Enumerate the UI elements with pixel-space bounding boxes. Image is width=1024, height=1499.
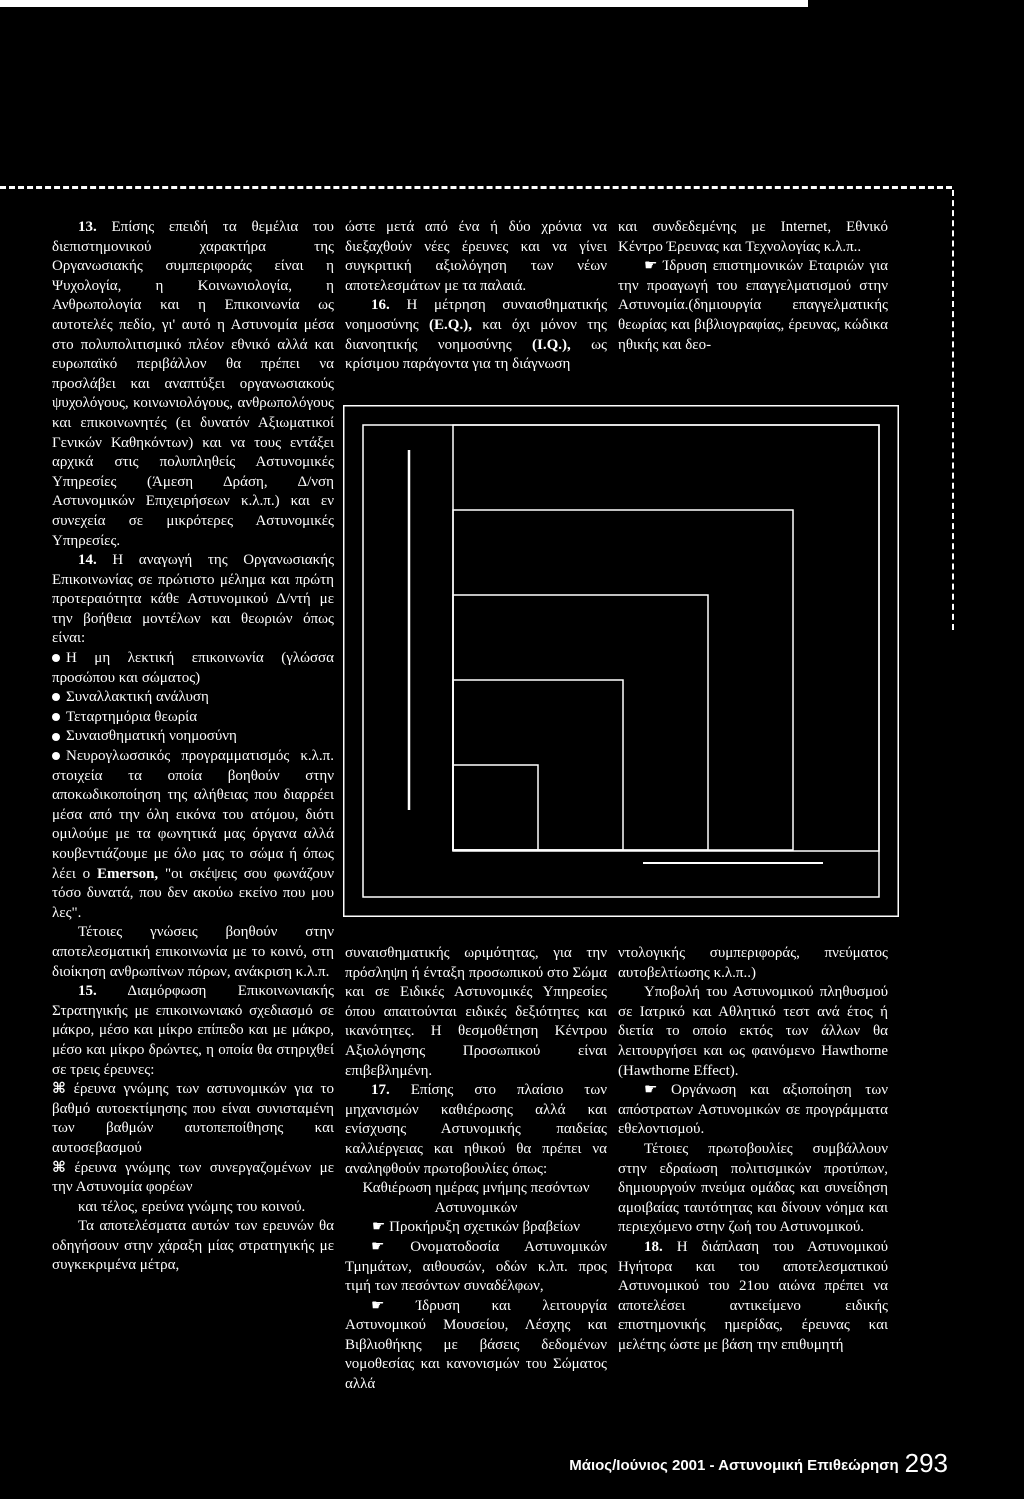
paragraph-15-results: Τα αποτελέσματα αυτών των ερευνών θα οδηγήσουν στην χάραξη μίας στρατηγικής με συγκεκριμένα μέτρα, xyxy=(52,1218,334,1274)
dashed-rule xyxy=(0,186,952,189)
paragraph-13: 13. Επίσης επειδή τα θεμέλια του διεπιστημονικού χαρακτήρα της Οργανωσιακής συμπεριφοράς είναι η Ψυχολογία, η Κοινωνιολογία, η Ανθρωπολογία και η Επικοινωνία ως αυτοτελές πεδίο, γι' αυτό η Αστυνομία μέσα στο πολυπολιτισμικό πλέον εθνικό αλλά και ευρωπαϊκό περιβάλλον θα πρέπει να προσλάβει και αναπτύξει οργανωσιακούς ψυχολόγους, κοινωνιολόγους, ανθρωπολόγους και επικοινωνητές (ει δυνατόν Αξιωματικοί Γενικών Καθηκόντων) και να τους εντάξει αρχικά στις πολυπληθείς Αστυνομικές Υπηρεσίες (Άμεση Δράση, Δ/νση Αστυνομικών Επιχειρήσεων κ.λ.π.) και εν συνεχεία σε μικρότερες Αστυνομικές Υπηρεσίες. xyxy=(52,219,334,549)
column-2-top xyxy=(345,218,607,375)
bullet-item: Νευρογλωσσικός προγραμματισμός κ.λ.π. στοιχεία τα οποία βοηθούν στην αποκωδικοποίηση της αλήθειας που διαρρέει μέσα από την όλη εικόνα του ατόμου, διότι ομιλούμε με τα φωνητικά μας όργανα αλλά κουβεντιάζουμε με όλο μας το σώμα ή όπως λέει ο Emerson, "οι σκέψεις σου φωνάζουν τόσο δυνατά, που δεν ακούω εκείνο που μου λες". xyxy=(52,748,335,921)
figure-frame xyxy=(343,405,899,917)
bullet-icon xyxy=(52,752,60,760)
bullet-icon xyxy=(52,733,60,741)
pointing-hand-icon: ☛ xyxy=(644,258,658,275)
paragraph-17-center: Καθιέρωση ημέρας μνήμης πεσόντων Αστυνομικών xyxy=(362,1180,590,1216)
paragraph-continued: και συνδεδεμένης με Internet, Εθνικό Κέντρο Έρευνας και Τεχνολογίας κ.λ.π.. xyxy=(618,219,888,255)
paragraph-14: 14. Η αναγωγή της Οργανωσιακής Επικοινωνίας σε πρώτιστο μέλημα και πρώτη προτεραιότητα κάθε Αστυνομικού Δ/ντή με την βοήθεια μοντέλων και θεωριών όπως είναι: xyxy=(52,552,335,647)
command-key-icon: ⌘ xyxy=(52,1159,66,1176)
bullet-icon xyxy=(52,713,60,721)
hand-item: ☛ Προκήρυξη σχετικών βραβείων xyxy=(371,1219,581,1236)
column-3-bottom xyxy=(618,944,888,1355)
column-3-top xyxy=(618,218,888,355)
hand-item: ☛ Ίδρυση και λειτουργία Αστυνομικού Μουσείου, Λέσχης και Βιβλιοθήκης με βάσεις δεδομένων νομοθεσίας και κανονισμών του Σώματος αλλά xyxy=(345,1297,608,1393)
command-key-icon: ⌘ xyxy=(52,1081,66,1098)
hand-item: ☛ Ονοματοδοσία Αστυνομικών Τμημάτων, αιθουσών, οδών κ.λπ. προς τιμή των πεσόντων συναδέλφων, xyxy=(345,1238,607,1295)
paragraph-continued: ντολογικής συμπεριφοράς, πνεύματος αυτοβελτίωσης κ.λ.π..) xyxy=(618,945,888,981)
paragraph-17: 17. Επίσης στο πλαίσιο των μηχανισμών καθιέρωσης αλλά και ενίσχυσης Αστυνομικής παιδείας καλλιέργειας και ηθικού θα πρέπει να αναληφθούν πρωτοβουλίες όπως: xyxy=(345,1082,607,1177)
paragraph-15: 15. Διαμόρφωση Επικοινωνιακής Στρατηγικής με επικοινωνιακό σχεδιασμό σε μάκρο, μέσο και μίκρο επίπεδο και με μάκρο, μέσο και μίκρο δρώντες, η οποία θα στηριχθεί σε τρεις έρευνες: xyxy=(52,983,334,1078)
bullet-item: Η μη λεκτική επικοινωνία (γλώσσα προσώπου και σώματος) xyxy=(52,650,334,686)
bullet-item: Συναλλακτική ανάλυση xyxy=(52,688,334,708)
column-2-bottom xyxy=(345,944,607,1395)
bullet-item: Τεταρτημόρια θεωρία xyxy=(52,708,334,728)
paragraph-14-knowledge: Τέτοιες γνώσεις βοηθούν στην αποτελεσματική επικοινωνία με το κοινό, στη διοίκηση ανθρωπίνων πόρων, ανάκριση κ.λ.π. xyxy=(52,924,334,980)
hand-item: ☛ Ίδρυση επιστημονικών Εταιριών για την προαγωγή του επαγγελματισμού στην Αστυνομία.(δημιουργία επαγγελματικής θεωρίας και βιβλιογραφίας, έρευνας, κώδικα ηθικής και δεο- xyxy=(618,258,888,353)
paragraph-18: 18. Η διάπλαση του Αστυνομικού Ηγήτορα και του αποτελεσματικού Αστυνομικού του 21ου αιώνα πρέπει να αποτελέσει αντικείμενο ειδικής επιστημονικής ημερίδας, έρευνας και μελέτης ώστε με βάση την επιθυμητή xyxy=(618,1238,888,1353)
paragraph-initiatives: Τέτοιες πρωτοβουλίες συμβάλλουν στην εδραίωση πολιτισμικών προτύπων, δημιουργούν πνεύμα ομάδας και συνείδηση αμοιβαίας ταυτότητας και δίνουν νόημα και περιεχόμενο στην ζωή του Αστυνομικού. xyxy=(618,1140,888,1236)
bullet-icon xyxy=(52,654,60,662)
issue-label: Μάιος/Ιούνιος 2001 - Αστυνομική Επιθεώρηση xyxy=(569,1457,899,1474)
nested-squares-figure xyxy=(343,405,899,917)
pointing-hand-icon: ☛ xyxy=(644,1082,658,1099)
hand-item: ☛ Οργάνωση και αξιοποίηση των απόστρατων Αστυνομικών σε προγράμματα εθελοντισμού. xyxy=(618,1082,888,1138)
top-white-bar xyxy=(0,0,808,7)
paragraph-16: 16. Η μέτρηση συναισθηματικής νοημοσύνης (E.Q.), και όχι μόνον της διανοητικής νοημοσύνης (I.Q.), ως κρίσιμου παράγοντα για τη διάγνωση xyxy=(345,297,608,373)
paragraph-continued: συναισθηματικής ωριμότητας, για την πρόσληψη ή ένταξη προσωπικού στο Σώμα και σε Ειδικές Αστυνομικές Υπηρεσίες όπου απαιτούνται ειδικές δεξιότητες και ικανότητες. Η θεσμοθέτηση Κέντρου Αξιολόγησης Προσωπικού είναι επιβεβλημένη. xyxy=(345,945,607,1079)
page-number: 293 xyxy=(904,1448,948,1478)
survey-item: ⌘ έρευνα γνώμης των συνεργαζομένων με την Αστυνομία φορέων xyxy=(52,1159,334,1196)
paragraph-submit: Υποβολή του Αστυνομικού πληθυσμού σε Ιατρικό και Αθλητικό τεστ ανά έτος ή διετία το οποίο εκτός των άλλων θα λειτουργήσει και ως φαινόμενο Hawthorne (Hawthorne Effect). xyxy=(618,984,888,1079)
survey-item: ⌘ έρευνα γνώμης των αστυνομικών για το βαθμό αυτοεκτίμησης που είναι συνισταμένη των βαθμών αυτοπεποίθησης και αυτοσεβασμού xyxy=(52,1081,335,1156)
pointing-hand-icon: ☛ xyxy=(371,1238,385,1255)
column-1 xyxy=(52,218,334,1276)
paragraph-continued: ώστε μετά από ένα ή δύο χρόνια να διεξαχθούν νέες έρευνες και να γίνει συγκριτική αξιολόγηση των νέων αποτελεσμάτων με τα παλαιά. xyxy=(345,219,607,294)
page-footer xyxy=(0,1448,948,1479)
pointing-hand-icon: ☛ xyxy=(371,1297,385,1314)
survey-item: και τέλος, ερεύνα γνώμης του κοινού. xyxy=(78,1198,306,1215)
dashed-side-rule xyxy=(952,190,954,630)
bullet-icon xyxy=(52,693,60,701)
pointing-hand-icon: ☛ xyxy=(371,1219,386,1236)
bullet-item: Συναισθηματική νοημοσύνη xyxy=(52,727,334,747)
